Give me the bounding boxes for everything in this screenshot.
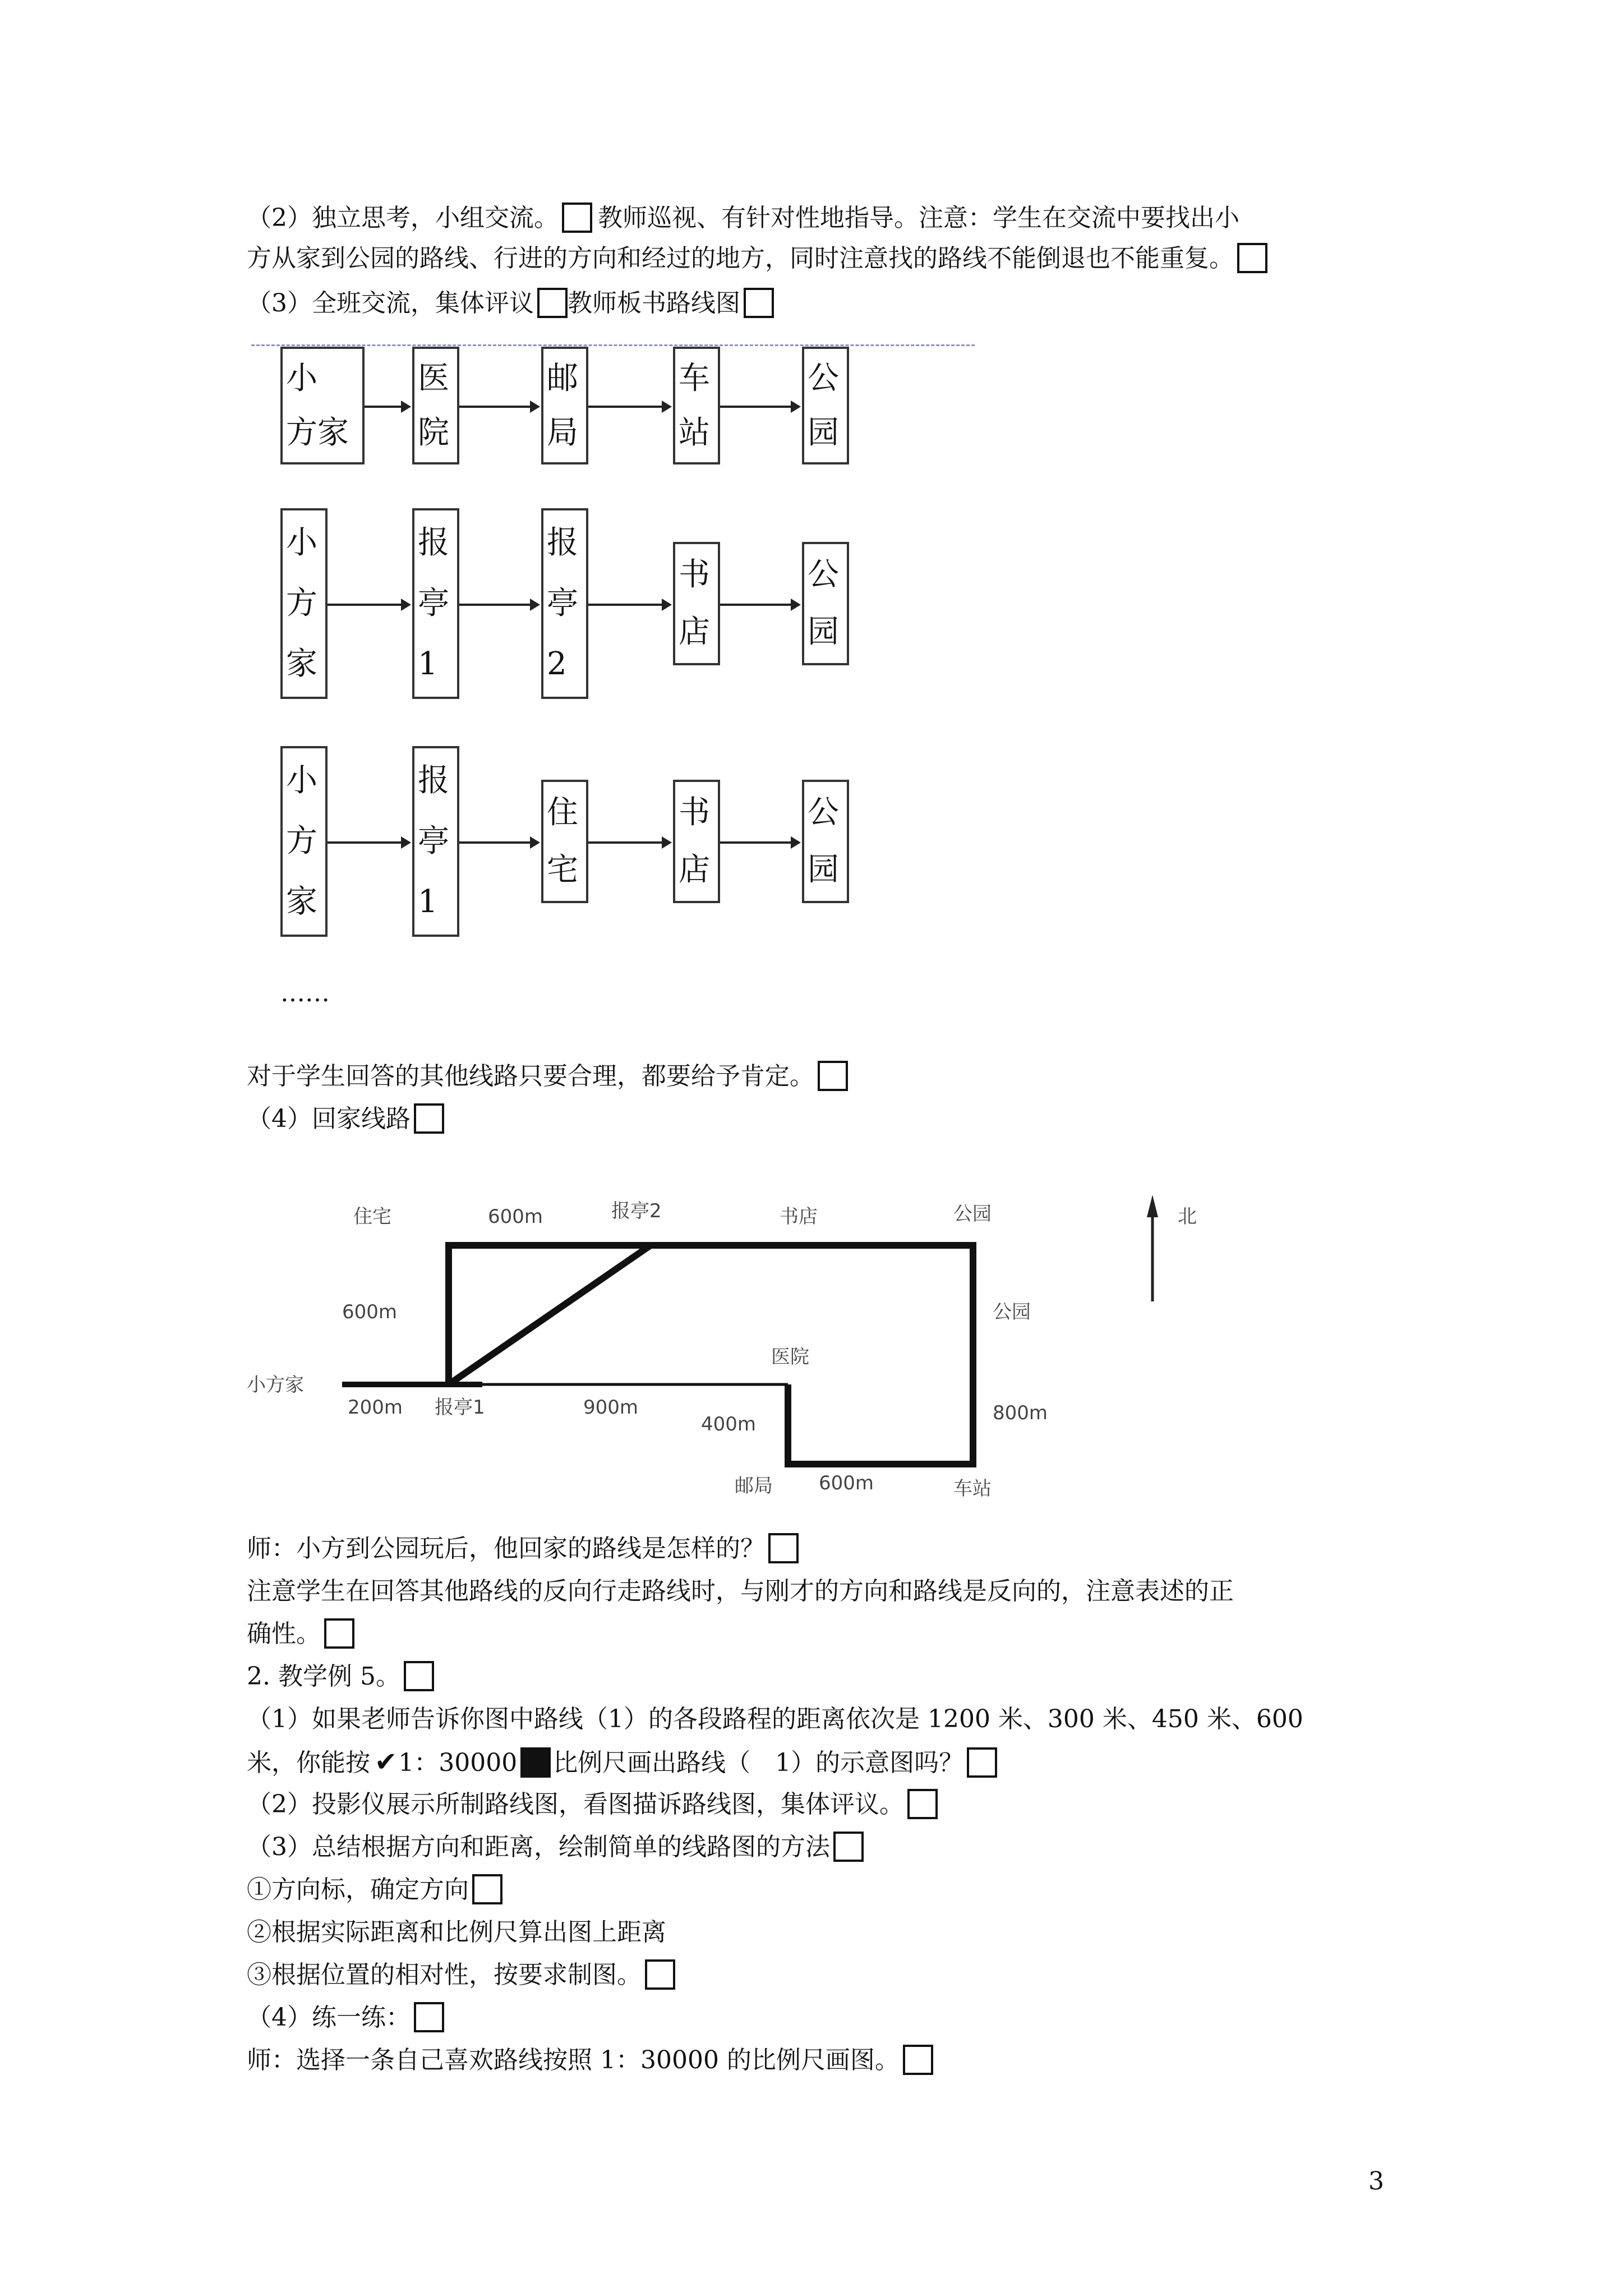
flow-node-text: 1 xyxy=(418,646,438,682)
flow-node-text: 小 xyxy=(286,360,317,397)
checkbox[interactable] xyxy=(768,1533,799,1563)
flow-node-text: 邮 xyxy=(547,360,578,397)
map-label: 小方家 xyxy=(247,1374,304,1396)
check-mark-icon: ✔ xyxy=(375,1746,398,1778)
text-line xyxy=(247,1059,848,1094)
flow-node-text: 医 xyxy=(418,360,449,397)
checkbox[interactable] xyxy=(744,288,774,318)
flow-node-text: 局 xyxy=(547,414,578,451)
checkbox[interactable] xyxy=(903,2045,933,2075)
flow-node xyxy=(802,542,849,665)
map-label: 600m xyxy=(342,1301,398,1323)
flow-node-text: 公 xyxy=(808,360,839,397)
flow-node-text: 报 xyxy=(547,524,578,561)
flow-arrow xyxy=(328,604,408,606)
text-line xyxy=(247,2000,444,2035)
flow-node xyxy=(673,780,720,903)
flow-node-text: 站 xyxy=(679,414,710,451)
flow-node-text: 小 xyxy=(286,524,317,561)
flow-node-text: 园 xyxy=(808,414,839,451)
flow-node-text: 亭 xyxy=(418,585,449,622)
flow-node xyxy=(541,347,588,464)
checkbox[interactable] xyxy=(833,1832,864,1862)
map-label: 邮局 xyxy=(735,1475,773,1497)
checkbox[interactable] xyxy=(404,1661,434,1691)
text-line xyxy=(247,201,1239,236)
text-line xyxy=(247,1745,997,1780)
flow-node xyxy=(280,347,365,464)
flow-node-text: 方家 xyxy=(286,414,349,451)
text: ③根据位置的相对性，按要求制图。 xyxy=(247,1961,642,1989)
text-line xyxy=(247,241,1267,276)
checkbox[interactable] xyxy=(907,1789,938,1819)
text: 师：小方到公园玩后，他回家的路线是怎样的？ xyxy=(247,1534,765,1563)
flow-node-text: 院 xyxy=(418,414,449,451)
text-line xyxy=(247,2043,933,2078)
flow-arrow xyxy=(459,604,537,606)
flow-node-text: 园 xyxy=(808,852,839,888)
flow-arrow xyxy=(588,406,668,408)
flow-arrow xyxy=(588,841,668,844)
text: 米，你能按 xyxy=(247,1749,370,1777)
text: ①方向标，确定方向 xyxy=(247,1875,469,1904)
flow-node-text: 公 xyxy=(808,794,839,831)
map-label: 医院 xyxy=(771,1346,809,1368)
map-label: 书店 xyxy=(780,1205,818,1228)
text: 方从家到公园的路线、行进的方向和经过的地方，同时注意找的路线不能倒退也不能重复。 xyxy=(247,244,1234,273)
text-line xyxy=(247,1531,799,1566)
flow-arrow xyxy=(720,406,797,408)
flow-arrow xyxy=(720,604,797,606)
flow-node-text: 宅 xyxy=(547,852,578,888)
map-label: 公园 xyxy=(993,1301,1031,1323)
filled-box xyxy=(520,1747,551,1778)
text: 比例尺画出路线（ 1）的示意图吗？ xyxy=(553,1749,964,1777)
flow-node-text: 1 xyxy=(418,884,438,920)
flow-node-text: 方 xyxy=(286,585,317,622)
text-line xyxy=(247,1787,938,1822)
flow-node-text: 亭 xyxy=(418,823,449,859)
text: （3）总结根据方向和距离，绘制简单的线路图的方法 xyxy=(247,1833,830,1861)
map-label: 报亭2 xyxy=(611,1200,662,1222)
checkbox[interactable] xyxy=(967,1747,997,1778)
flow-node-text: 书 xyxy=(679,794,710,831)
text: 1：30000 xyxy=(398,1749,518,1777)
map-label: 公园 xyxy=(953,1203,992,1225)
flow-node xyxy=(802,780,849,903)
checkbox[interactable] xyxy=(1237,243,1267,273)
text-line xyxy=(247,1830,864,1865)
text: 2. 教学例 5。 xyxy=(247,1662,400,1691)
text-line xyxy=(247,1102,444,1137)
map-label: 400m xyxy=(701,1413,757,1435)
map-label: 住宅 xyxy=(353,1205,391,1228)
text-line: （1）如果老师告诉你图中路线（1）的各段路程的距离依次是 1200 米、300 米、450 米、600 xyxy=(247,1705,1303,1733)
text-line xyxy=(247,1617,354,1651)
map-label: 900m xyxy=(583,1396,639,1419)
flow-node xyxy=(412,508,459,699)
map-label: 报亭1 xyxy=(435,1396,485,1419)
map-label: 800m xyxy=(993,1402,1048,1424)
text-line: 注意学生在回答其他路线的反向行走路线时，与刚才的方向和路线是反向的，注意表述的正 xyxy=(247,1577,1234,1605)
flow-node xyxy=(673,347,720,464)
flow-node xyxy=(673,542,720,665)
text: 确性。 xyxy=(247,1619,321,1648)
dashed-divider xyxy=(251,344,975,346)
flow-node xyxy=(412,746,459,937)
flow-node-text: 方 xyxy=(286,823,317,859)
text-line xyxy=(247,1872,502,1907)
flow-arrow xyxy=(588,604,668,606)
checkbox[interactable] xyxy=(562,203,592,233)
flow-node xyxy=(802,347,849,464)
flow-arrow xyxy=(720,841,797,844)
flow-node xyxy=(412,347,459,464)
flow-node-text: 报 xyxy=(418,762,449,799)
flow-arrow xyxy=(459,841,537,844)
flow-node xyxy=(280,746,328,937)
flow-node xyxy=(280,508,328,699)
text: （2）独立思考，小组交流。 xyxy=(247,204,559,232)
ellipsis: …… xyxy=(280,979,330,1007)
checkbox[interactable] xyxy=(414,1103,444,1134)
flow-node-text: 店 xyxy=(679,852,710,888)
text-line: ②根据实际距离和比例尺算出图上距离 xyxy=(247,1918,666,1947)
text-line xyxy=(247,1958,675,1993)
map-label: 200m xyxy=(348,1396,403,1419)
map-label: 600m xyxy=(488,1205,543,1228)
checkbox[interactable] xyxy=(324,1618,354,1649)
flow-arrow xyxy=(459,406,537,408)
flow-node-text: 报 xyxy=(418,524,449,561)
text: （3）全班交流，集体评议 xyxy=(247,289,534,318)
flow-arrow xyxy=(328,841,408,844)
flow-node-text: 住 xyxy=(547,794,578,831)
checkbox[interactable] xyxy=(414,2002,444,2032)
checkbox[interactable] xyxy=(645,1959,675,1990)
text-line xyxy=(247,1659,434,1694)
flow-node-text: 亭 xyxy=(547,585,578,622)
flow-node-text: 2 xyxy=(547,646,567,682)
flow-node-text: 公 xyxy=(808,556,839,593)
map-label: 600m xyxy=(819,1472,874,1494)
flow-node-text: 店 xyxy=(679,614,710,650)
checkbox[interactable] xyxy=(537,288,568,318)
flow-node-text: 家 xyxy=(286,646,317,682)
text-line xyxy=(247,286,774,321)
text: 师：选择一条自己喜欢路线按照 1：30000 的比例尺画图。 xyxy=(247,2046,900,2074)
flow-node-text: 小 xyxy=(286,762,317,799)
text: （4）练一练： xyxy=(247,2003,411,2032)
flow-node-text: 书 xyxy=(679,556,710,593)
text: 教师板书路线图 xyxy=(568,289,740,318)
flow-node-text: 园 xyxy=(808,614,839,650)
route-map xyxy=(247,1156,1256,1515)
flow-node-text: 家 xyxy=(286,884,317,920)
flow-node xyxy=(541,780,588,903)
flow-node xyxy=(541,508,588,699)
north-label: 北 xyxy=(1178,1205,1197,1228)
text: （2）投影仪展示所制路线图，看图描诉路线图，集体评议。 xyxy=(247,1790,904,1819)
text: 对于学生回答的其他线路只要合理，都要给予肯定。 xyxy=(247,1062,814,1091)
checkbox[interactable] xyxy=(472,1874,502,1904)
text: 教师巡视、有针对性地指导。注意：学生在交流中要找出小 xyxy=(598,204,1239,232)
map-label: 车站 xyxy=(953,1478,992,1500)
text: （4）回家线路 xyxy=(247,1105,411,1133)
flow-node-text: 车 xyxy=(679,360,710,397)
page-number: 3 xyxy=(1368,2167,1384,2196)
flow-arrow xyxy=(365,406,408,408)
checkbox[interactable] xyxy=(818,1061,848,1091)
